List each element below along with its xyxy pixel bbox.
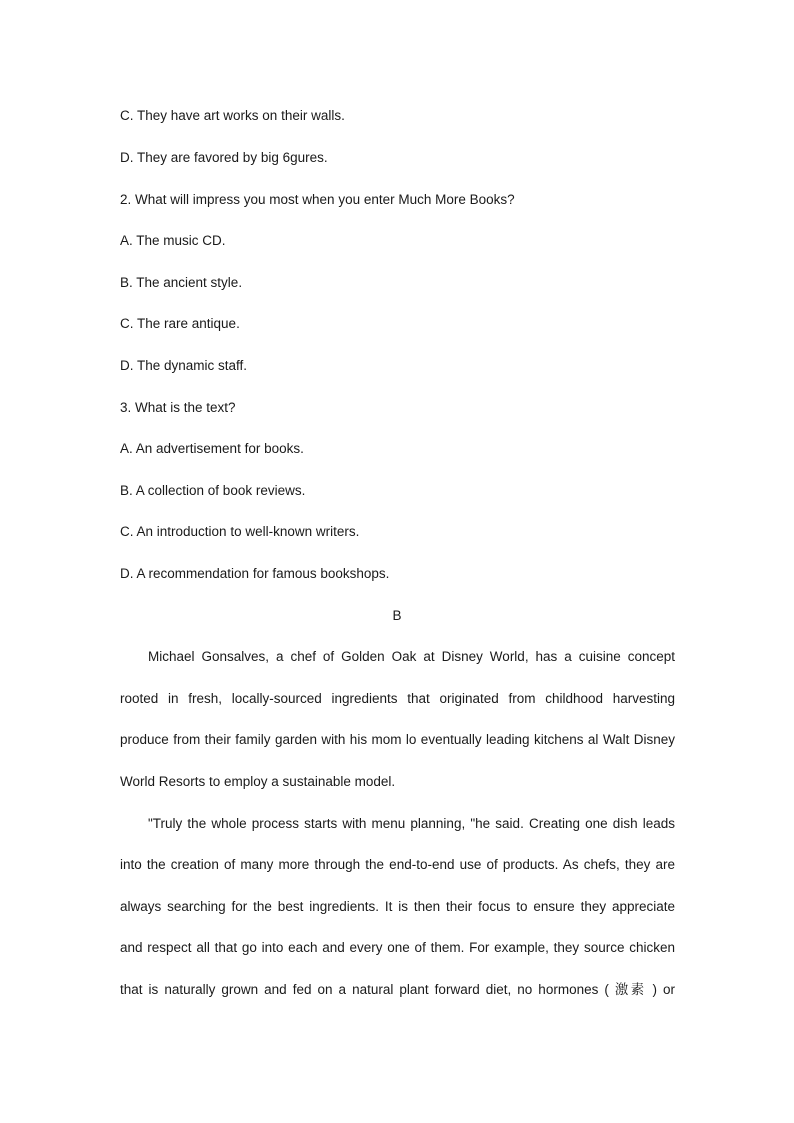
q3-option-d: D. A recommendation for famous bookshops.	[120, 566, 390, 581]
q2-option-c: C. The rare antique.	[120, 316, 240, 331]
paragraph-2-line: that is naturally grown and fed on a natural plant forward diet, no hormones ( 激素 ) or	[120, 982, 675, 997]
paragraph-2-line: and respect all that go into each and every one of them. For example, they source chicken	[120, 940, 675, 955]
paragraph-1-line: produce from their family garden with his mom lo eventually leading kitchens al Walt Disney	[120, 732, 675, 747]
paragraph-1-line: rooted in fresh, locally-sourced ingredients that originated from childhood harvesting	[120, 691, 675, 706]
question-2: 2. What will impress you most when you enter Much More Books?	[120, 192, 515, 207]
q1-option-c: C. They have art works on their walls.	[120, 108, 345, 123]
q3-option-c: C. An introduction to well-known writers.	[120, 524, 360, 539]
q3-option-b: B. A collection of book reviews.	[120, 483, 306, 498]
paragraph-2-line: "Truly the whole process starts with menu planning, "he said. Creating one dish leads	[148, 816, 675, 831]
q2-option-b: B. The ancient style.	[120, 275, 243, 290]
q2-option-a: A. The music CD.	[120, 233, 226, 248]
question-3: 3. What is the text?	[120, 400, 236, 415]
paragraph-2-line: always searching for the best ingredients. It is then their focus to ensure they appreciate	[120, 899, 675, 914]
q2-option-d: D. The dynamic staff.	[120, 358, 248, 373]
paragraph-1-line: World Resorts to employ a sustainable model.	[120, 774, 396, 789]
paragraph-2-line: into the creation of many more through the end-to-end use of products. As chefs, they are	[120, 857, 675, 872]
paragraph-1-line: Michael Gonsalves, a chef of Golden Oak at Disney World, has a cuisine concept	[148, 649, 675, 664]
q1-option-d: D. They are favored by big 6gures.	[120, 150, 328, 165]
q3-option-a: A. An advertisement for books.	[120, 441, 304, 456]
section-title: B	[392, 608, 402, 623]
